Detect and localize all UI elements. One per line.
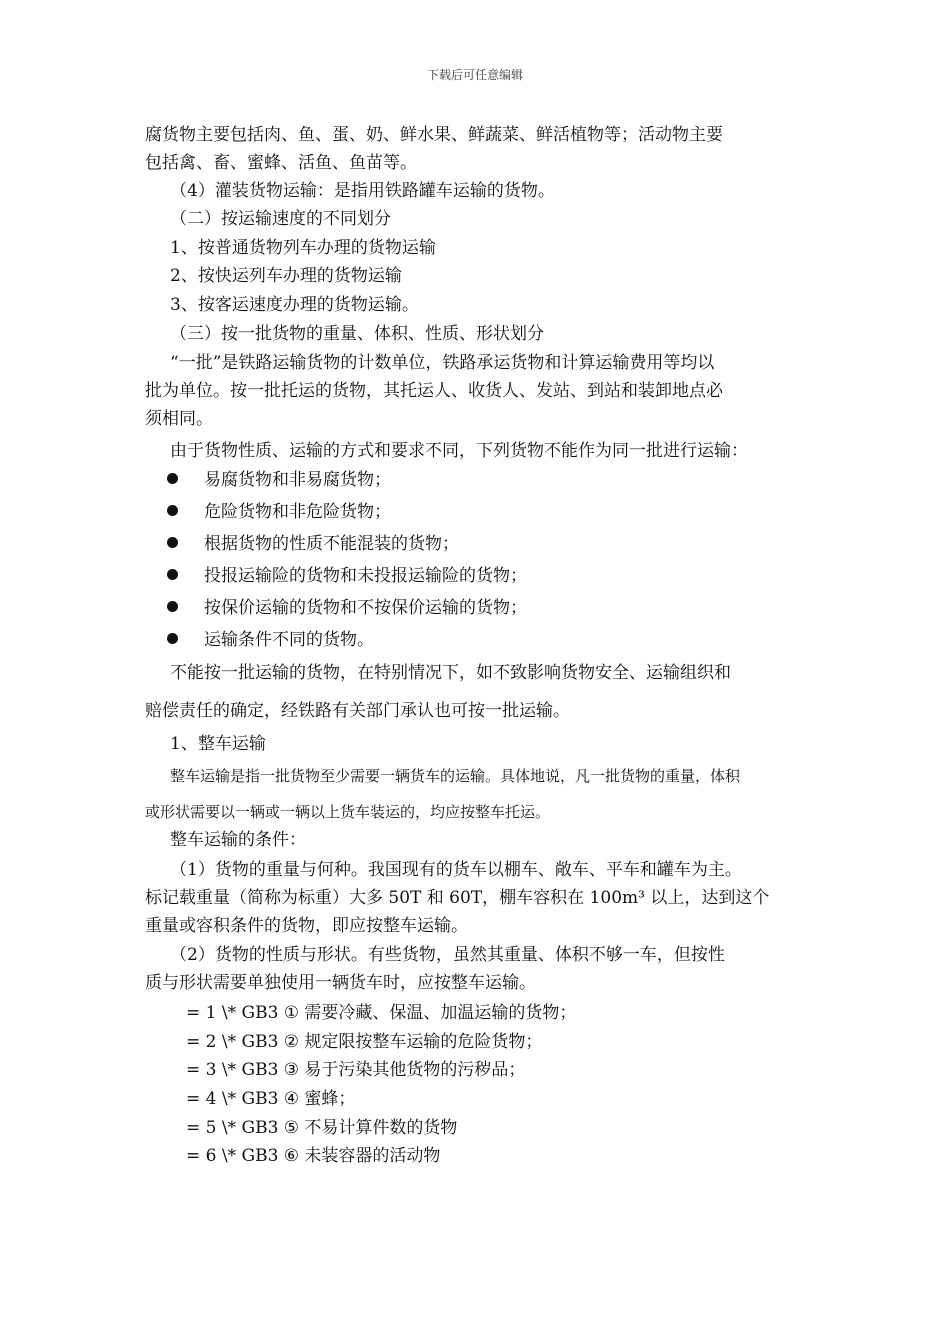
paragraph-line: 不能按一批运输的货物，在特别情况下，如不致影响货物安全、运输组织和 <box>170 663 731 683</box>
paragraph-line: 重量或容积条件的货物，即应按整车运输。 <box>145 916 468 936</box>
bullet-icon <box>167 505 178 516</box>
bullet-icon <box>167 633 178 644</box>
bullet-item <box>167 533 459 555</box>
paragraph-line: 标记载重量（简称为标重）大多 50T 和 60T，棚车容积在 100m³ 以上，达到这个 <box>145 888 770 908</box>
section-heading: （二）按运输速度的不同划分 <box>170 209 391 229</box>
bullet-item <box>167 565 527 587</box>
list-line: 1、按普通货物列车办理的货物运输 <box>170 238 436 258</box>
paragraph-line: （4）灌装货物运输：是指用铁路罐车运输的货物。 <box>170 181 555 201</box>
paragraph-line: 由于货物性质、运输的方式和要求不同，下列货物不能作为同一批进行运输： <box>170 441 748 461</box>
paragraph-line: 批为单位。按一批托运的货物，其托运人、收货人、发站、到站和装卸地点必 <box>145 381 723 401</box>
bullet-icon <box>167 537 178 548</box>
bullet-text: 投报运输险的货物和未投报运输险的货物； <box>204 566 527 586</box>
bullet-item <box>167 597 527 619</box>
list-line: 2、按快运列车办理的货物运输 <box>170 266 402 286</box>
paragraph-line: 赔偿责任的确定，经铁路有关部门承认也可按一批运输。 <box>145 701 570 721</box>
bullet-text: 根据货物的性质不能混装的货物； <box>204 534 459 554</box>
bullet-text: 危险货物和非危险货物； <box>204 502 391 522</box>
bullet-icon <box>167 569 178 580</box>
numbered-item: = 4 \* GB3 ④ 蜜蜂； <box>186 1089 356 1109</box>
numbered-item: = 2 \* GB3 ② 规定限按整车运输的危险货物； <box>186 1032 543 1052</box>
bullet-text: 易腐货物和非易腐货物； <box>204 470 391 490</box>
numbered-item: = 6 \* GB3 ⑥ 未装容器的活动物 <box>186 1146 441 1166</box>
numbered-item: = 5 \* GB3 ⑤ 不易计算件数的货物 <box>186 1118 458 1138</box>
paragraph-line: 整车运输是指一批货物至少需要一辆货车的运输。具体地说，凡一批货物的重量，体积 <box>170 767 741 785</box>
page-header: 下载后可任意编辑 <box>426 68 523 82</box>
paragraph-line: 须相同。 <box>145 409 213 429</box>
paragraph-line: 或形状需要以一辆或一辆以上货车装运的，均应按整车托运。 <box>145 803 551 821</box>
bullet-text: 运输条件不同的货物。 <box>204 630 374 650</box>
bullet-item <box>167 629 374 651</box>
paragraph-line: 腐货物主要包括肉、鱼、蛋、奶、鲜水果、鲜蔬菜、鲜活植物等；活动物主要 <box>145 125 723 145</box>
numbered-item: = 3 \* GB3 ③ 易于污染其他货物的污秽品； <box>186 1060 526 1080</box>
paragraph-line: 包括禽、畜、蜜蜂、活鱼、鱼苗等。 <box>145 153 417 173</box>
section-heading: 1、整车运输 <box>170 734 266 754</box>
paragraph-line: 整车运输的条件： <box>170 830 306 850</box>
bullet-item <box>167 469 391 491</box>
numbered-item: = 1 \* GB3 ① 需要冷藏、保温、加温运输的货物； <box>186 1003 577 1023</box>
bullet-icon <box>167 601 178 612</box>
list-line: 3、按客运速度办理的货物运输。 <box>170 295 419 315</box>
paragraph-line: （2）货物的性质与形状。有些货物，虽然其重量、体积不够一车，但按性 <box>170 945 725 965</box>
bullet-text: 按保价运输的货物和不按保价运输的货物； <box>204 598 527 618</box>
paragraph-line: （1）货物的重量与何种。我国现有的货车以棚车、敞车、平车和罐车为主。 <box>170 860 742 880</box>
paragraph-line: 质与形状需要单独使用一辆货车时，应按整车运输。 <box>145 973 536 993</box>
bullet-icon <box>167 473 178 484</box>
section-heading: （三）按一批货物的重量、体积、性质、形状划分 <box>170 324 544 344</box>
paragraph-line: “一批”是铁路运输货物的计数单位，铁路承运货物和计算运输费用等均以 <box>170 353 715 373</box>
bullet-item <box>167 501 391 523</box>
